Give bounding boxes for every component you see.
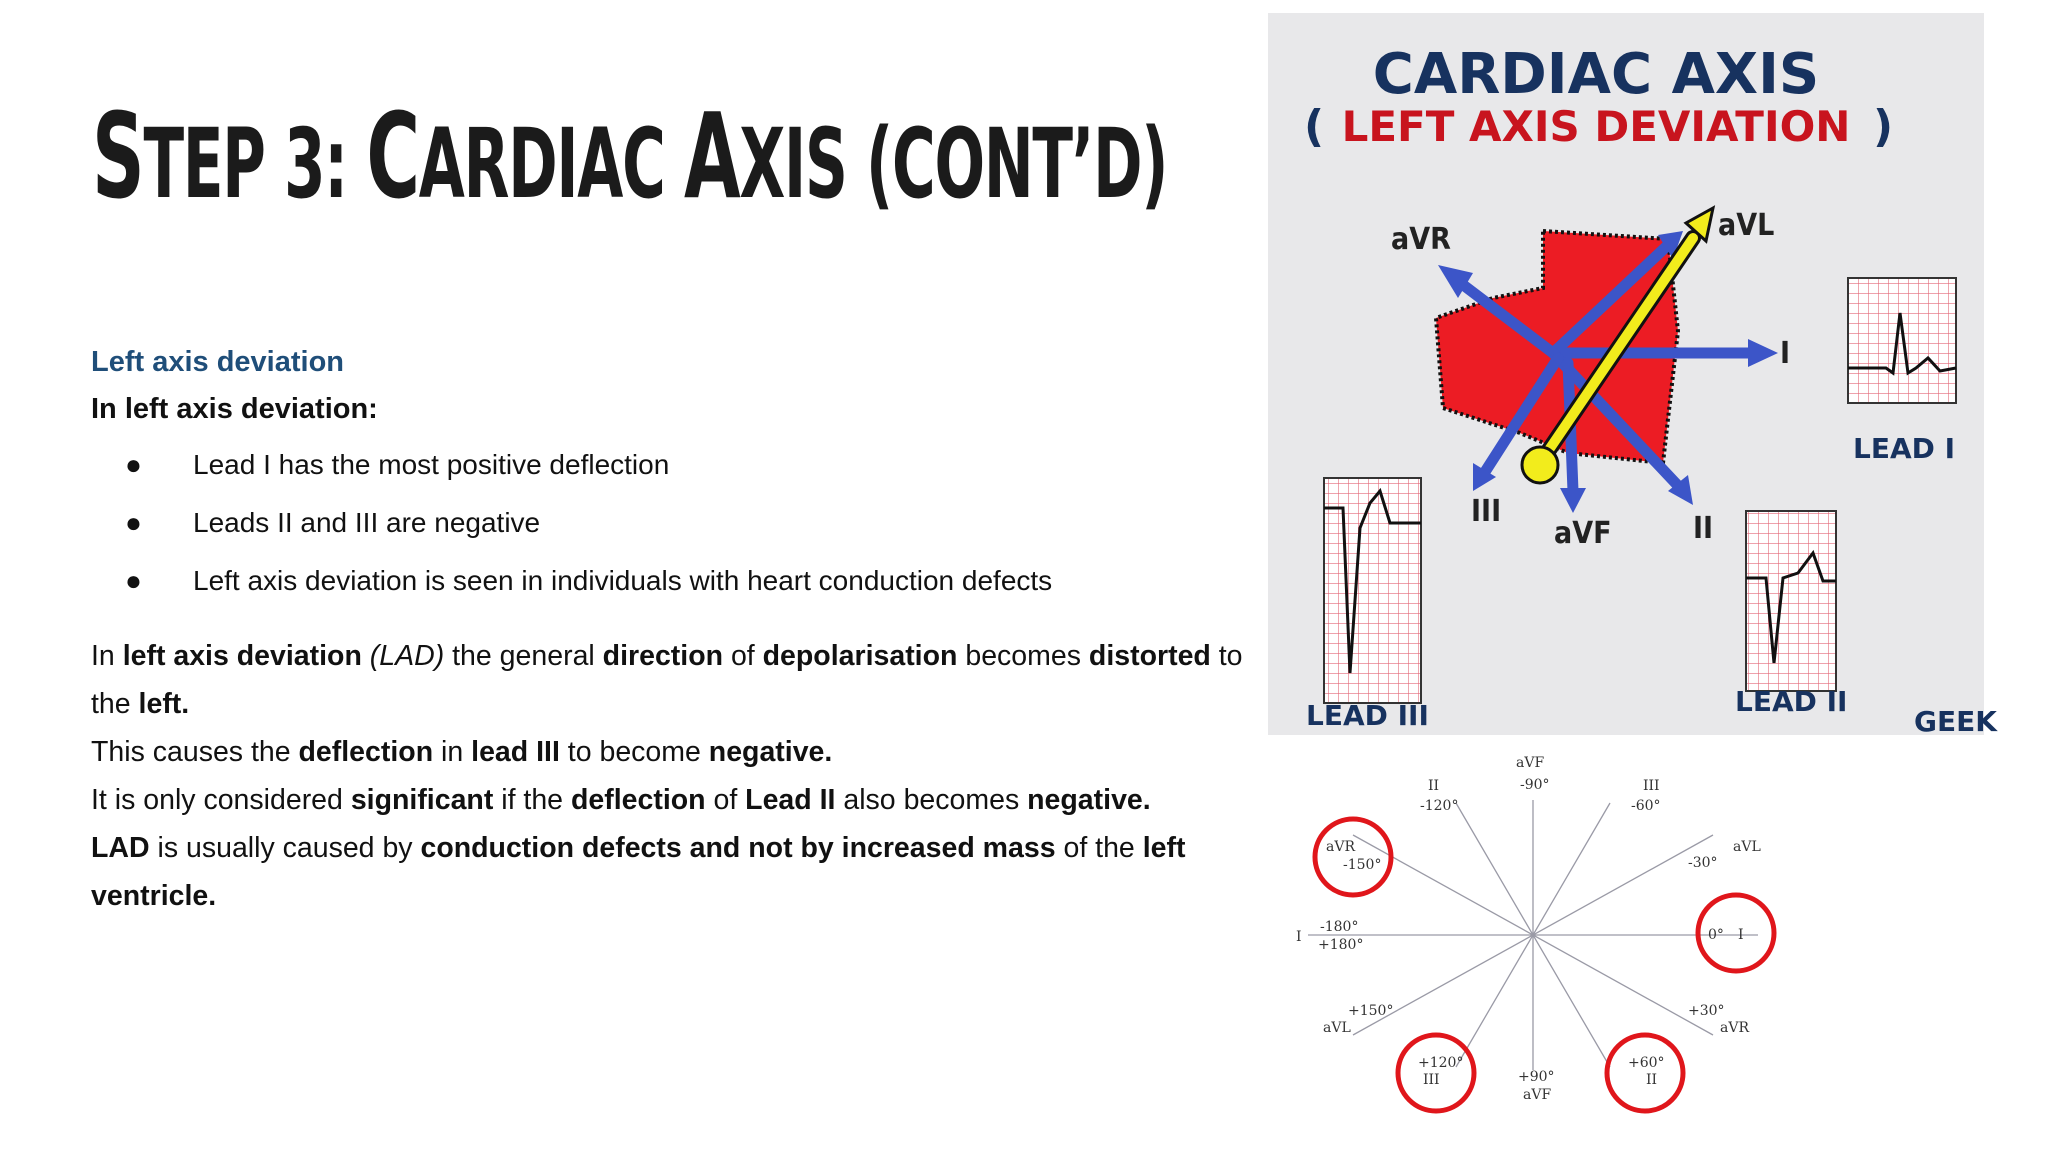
illustration-subtitle: LEFT AXIS DEVIATION [1341,102,1851,151]
slide-title: STEP 3: CARDIAC AXIS (CONT’D) [92,87,1168,225]
label-iii-bottom: III [1423,1072,1440,1088]
lead-i-label: LEAD I [1853,432,1956,465]
illustration-title: CARDIAC AXIS [1372,42,1820,107]
axis-lines [1308,800,1758,1070]
label-avr: aVR [1391,222,1451,257]
bullet-dot-icon: ● [125,449,142,480]
cardiac-axis-illustration [1268,13,1997,738]
paragraph-line-2: This causes the deflection in lead III to become negative. [91,736,833,768]
bullet-dot-icon: ● [125,565,142,596]
label-avf-top: aVF [1516,755,1545,771]
paragraph-line-3: It is only considered significant if the deflection of Lead II also becomes negative. [91,784,1151,816]
bullet-dot-icon: ● [125,507,142,538]
paragraph-line-4: LAD is usually caused by conduction defects and not by increased mass of the left ventricle. [91,832,1186,912]
bullet-list [91,445,1052,619]
label-zero: 0° [1708,927,1724,943]
paragraph-line-1: In left axis deviation (LAD) the general direction of depolarisation becomes distorted to the left. [91,640,1243,720]
label-avr-right: aVR [1720,1020,1749,1036]
label-plus-120: +120° [1418,1055,1464,1071]
label-plus-60: +60° [1628,1055,1665,1071]
label-avf-bottom: aVF [1523,1087,1552,1103]
label-minus-150: -150° [1343,857,1382,873]
label-minus-30: -30° [1688,855,1718,871]
hexaxial-diagram [1268,745,1828,1125]
label-avf: aVF [1554,516,1612,551]
watermark: GEEK [1914,705,1997,738]
paren-close: ) [1873,101,1894,152]
label-plus-30: +30° [1688,1003,1725,1019]
label-avl-left: aVL [1323,1020,1351,1036]
label-plus-150: +150° [1348,1003,1394,1019]
label-i-left: I [1296,929,1302,945]
paren-open: ( [1304,101,1325,152]
label-lead-i: I [1780,336,1791,371]
label-plus-90: +90° [1518,1069,1555,1085]
label-plus-180: +180° [1318,937,1364,953]
ecg-lead-i [1848,278,1956,403]
label-avl-right: aVL [1733,839,1761,855]
label-iii: III [1471,494,1502,529]
hexaxial-svg [1268,745,1828,1125]
label-ii-top: II [1428,778,1440,794]
illustration-svg [1268,13,1997,738]
intro-line: In left axis deviation: [91,393,378,425]
label-avr-left: aVR [1326,839,1355,855]
label-ii: II [1693,511,1714,546]
lead-iii-label: LEAD III [1306,699,1429,732]
lead-ii-label: LEAD II [1735,685,1848,718]
label-avl: aVL [1718,208,1775,243]
label-minus-60: -60° [1631,798,1661,814]
label-ii-bottom: II [1646,1072,1658,1088]
label-iii-top: III [1643,778,1660,794]
list-item: ● Lead I has the most positive deflection [91,445,1052,503]
circle-ii [1607,1035,1683,1111]
label-minus-180: -180° [1320,919,1359,935]
subheading: Left axis deviation [91,346,345,378]
list-item: ● Leads II and III are negative [91,503,1052,561]
label-i-right: I [1738,927,1744,943]
label-minus-120: -120° [1420,798,1459,814]
label-minus-90: -90° [1520,777,1550,793]
ecg-lead-iii [1324,478,1421,703]
axis-origin-dot [1522,447,1558,483]
explanation-paragraph [91,632,1251,920]
list-item: ● Left axis deviation is seen in individuals with heart conduction defects [91,561,1052,619]
ecg-lead-ii [1746,511,1836,691]
